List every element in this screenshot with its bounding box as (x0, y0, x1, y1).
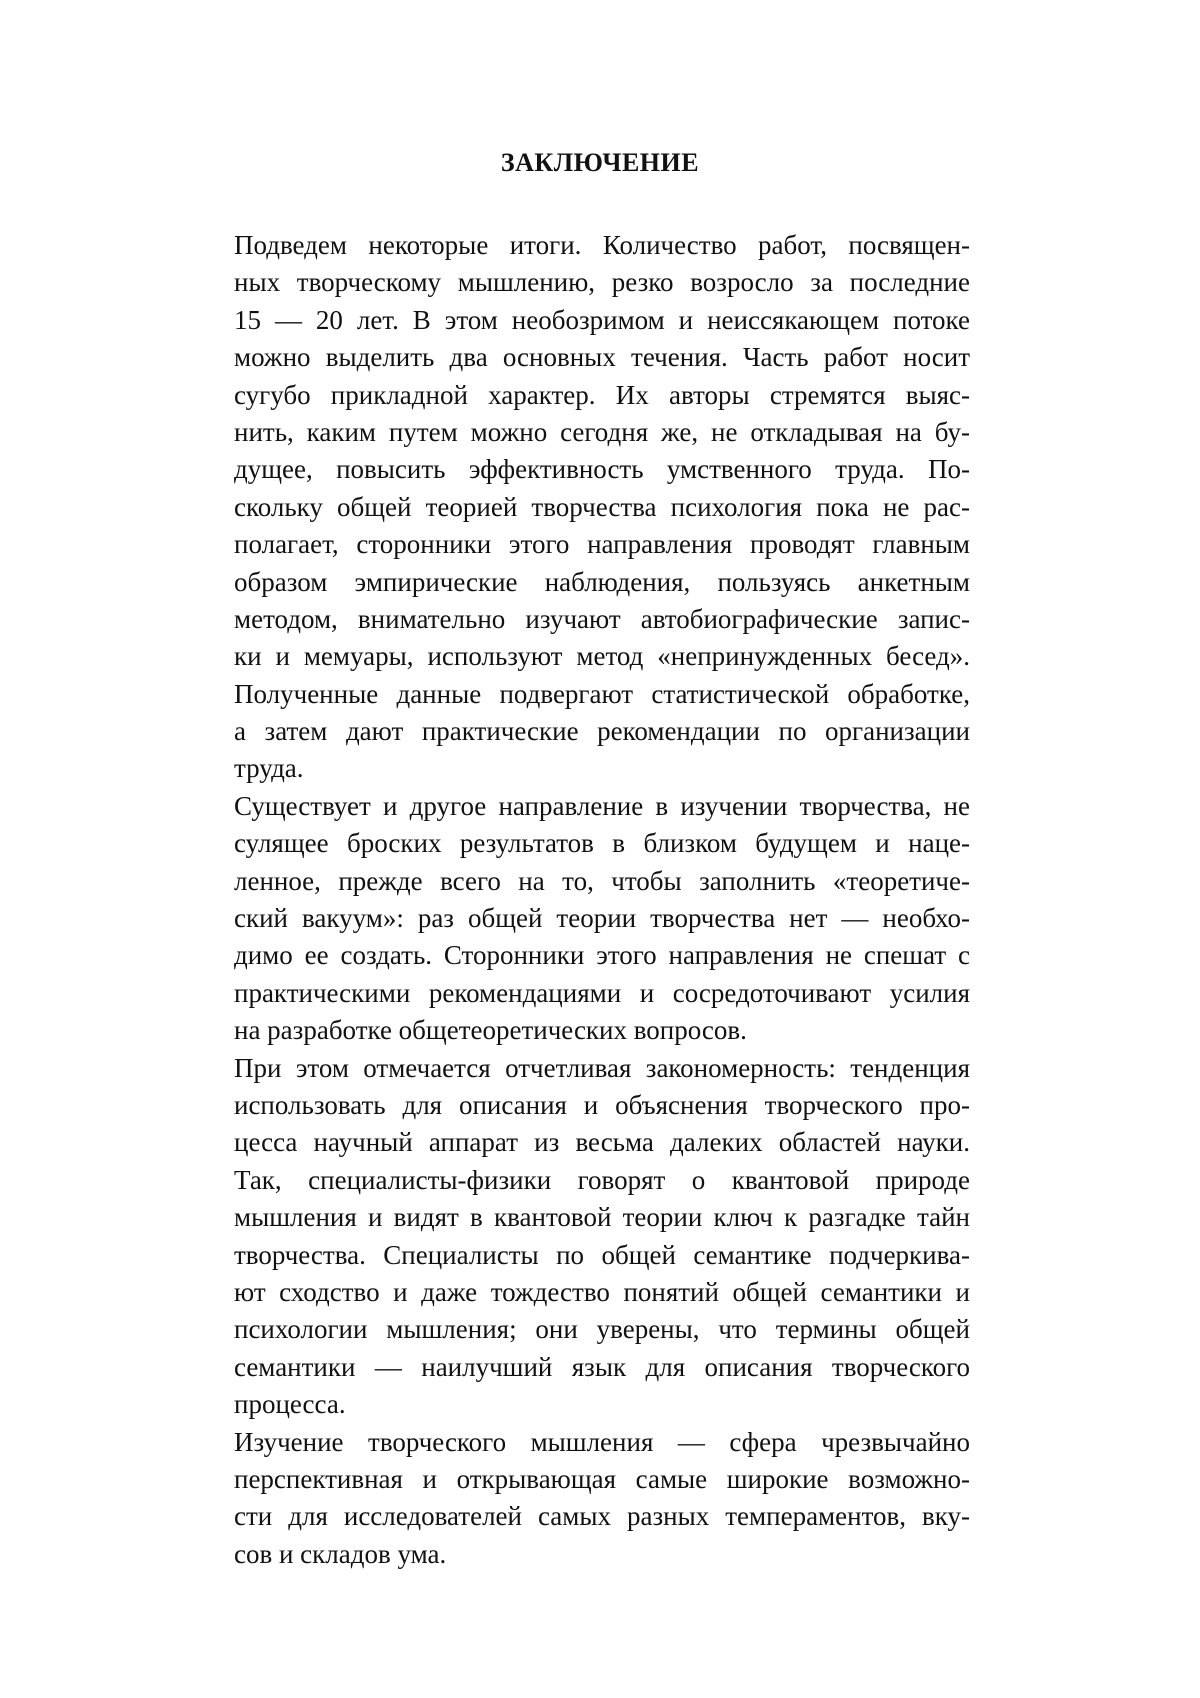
paragraph-3 (234, 1050, 970, 1424)
text-line: цесса научный аппарат из весьма далеких областей науки. (234, 1127, 970, 1158)
text-line: ных творческому мышлению, резко возросло за последние (234, 267, 970, 298)
text-line: образом эмпирические наблюдения, пользуясь анкетным (234, 566, 970, 597)
text-line: ленное, прежде всего на то, чтобы заполнить «теоретиче- (234, 865, 970, 896)
text-line: мышления и видят в квантовой теории ключ к разгадке тайн (234, 1202, 970, 1233)
text-line: Полученные данные подвергают статистической обработке, (234, 678, 970, 709)
text-line: сулящее броских результатов в близком будущем и наце- (234, 828, 970, 859)
text-line: труда. (234, 753, 304, 784)
text-line: Существует и другое направление в изучении творчества, не (234, 790, 970, 821)
body-text (234, 227, 970, 1573)
text-line: семантики — наилучший язык для описания творческого (234, 1351, 970, 1382)
text-line: ский вакуум»: раз общей теории творчества нет — необхо- (234, 903, 970, 934)
text-line: психологии мышления; они уверены, что термины общей (234, 1314, 970, 1345)
text-line: использовать для описания и объяснения творческого про- (234, 1089, 970, 1120)
text-line: на разработке общетеоретических вопросов. (234, 1015, 747, 1046)
paragraph-1 (234, 227, 970, 788)
text-line: нить, каким путем можно сегодня же, не откладывая на бу- (234, 416, 970, 447)
text-line: практическими рекомендациями и сосредоточивают усилия (234, 977, 970, 1008)
text-line: процесса. (234, 1389, 346, 1420)
text-line: Изучение творческого мышления — сфера чрезвычайно (234, 1426, 970, 1457)
text-line: сов и складов ума. (234, 1538, 447, 1569)
text-line: димо ее создать. Сторонники этого направления не спешат с (234, 940, 970, 971)
text-line: перспективная и открывающая самые широкие возможно- (234, 1463, 970, 1494)
text-line: Подведем некоторые итоги. Количество работ, посвящен- (234, 230, 970, 260)
text-line: сугубо прикладной характер. Их авторы стремятся выяс- (234, 379, 970, 410)
text-line: ки и мемуары, используют метод «непринужденных бесед». (234, 641, 970, 672)
text-line: полагает, сторонники этого направления проводят главным (234, 529, 970, 560)
text-line: ют сходство и даже тождество понятий общей семантики и (234, 1276, 970, 1307)
paragraph-4 (234, 1424, 970, 1574)
text-line: 15 — 20 лет. В этом необозримом и неиссякающем потоке (234, 304, 970, 335)
text-line: дущее, повысить эффективность умственного труда. По- (234, 454, 970, 485)
text-line: творчества. Специалисты по общей семантике подчеркива- (234, 1239, 970, 1270)
text-line: сти для исследователей самых разных темпераментов, вку- (234, 1501, 970, 1532)
text-line: а затем дают практические рекомендации по организации (234, 716, 970, 747)
text-line: методом, внимательно изучают автобиографические запис- (234, 603, 970, 634)
page-title: ЗАКЛЮЧЕНИЕ (500, 148, 700, 177)
text-line: Так, специалисты-физики говорят о квантовой природе (234, 1164, 970, 1195)
text-line: При этом отмечается отчетливая закономерность: тенденция (234, 1052, 970, 1083)
text-line: скольку общей теорией творчества психология пока не рас- (234, 491, 970, 522)
paragraph-2 (234, 788, 970, 1050)
text-line: можно выделить два основных течения. Часть работ носит (234, 342, 970, 373)
